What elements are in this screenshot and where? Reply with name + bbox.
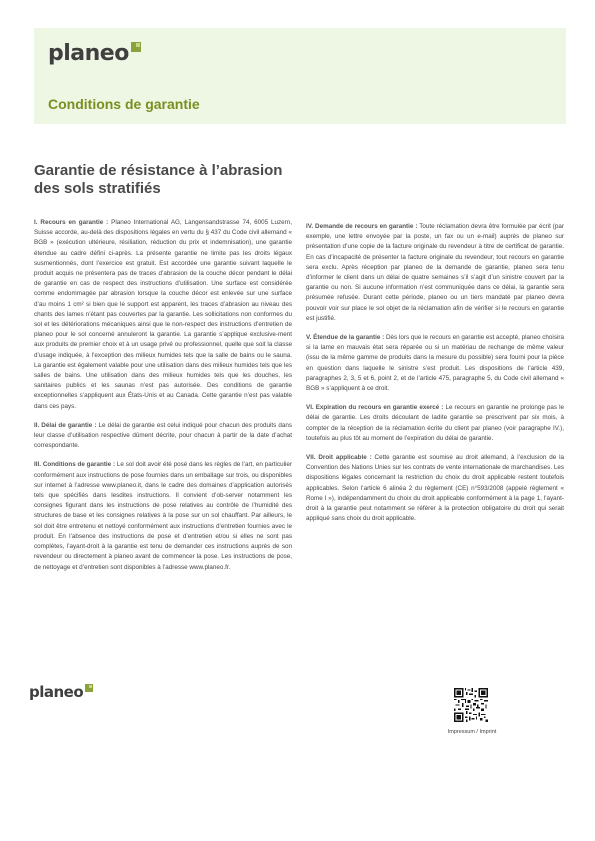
header-title: Conditions de garantie [48, 96, 200, 112]
section-label: III. Conditions de garantie : [34, 461, 116, 469]
logo-square-icon [131, 42, 141, 52]
section-text: Dès lors que le recours en garantie est accepté, planeo choisira si la lame en mauvais état sera réparée ou si un matériau de rechange de même valeur (issu de la même gamme de produits dans la mesure du possible) sera fourni pour la pièce en question dans laquelle le sinistre s’est produit. Les dispositions de l’article 439, paragraphes 2, 3, 5 et 6, point 2, et de l’article 475, paragraphe 5, du Code civil allemand « BGB » s’appliquent à ce droit. [306, 334, 564, 393]
section-droit [306, 453, 564, 524]
text-column-left [34, 218, 292, 573]
qr-code-icon[interactable] [454, 688, 488, 722]
section-label: V. Étendue de la garantie : [306, 334, 385, 342]
section-text: Le délai de garantie est celui indiqué pour chacun des produits dans leur classe d’utilisation respective dûment décrite, pour chacun à partir de la date d’achat correspondante. [34, 421, 292, 450]
document-title-line-2: des sols stratifiés [34, 180, 161, 197]
section-label: VII. Droit applicable : [306, 454, 372, 462]
section-text: Cette garantie est soumise au droit allemand, à l’exclusion de la Convention des Nations Unies sur les contrats de vente internationale de marchandises. Les dispositions légales concernant la restriction du choix du droit applicable restent toutefois applicables. Selon l’article 6 alinéa 2 du règlement (CE) n°593/2008 (appelé règlement « Rome I »), indépendamment du choix du droit applicable conformément à la page 1, l’ayant-droit à la garantie peut notamment se référer à la protection obligatoire du droit qui serait appliqué sans choix du droit applicable. [306, 454, 564, 523]
section-text: Toute réclamation devra être formulée par écrit (par exemple, une lettre envoyée par la poste, un fax ou un e-mail) auprès de planeo sur présentation d’une copie de la facture originale du revendeur à titre de certificat de garantie. En cas d’incapacité de présenter la facture originale du revendeur, tout recours en garantie sera exclu. Après réception par planeo de la demande de garantie, planeo sera tenu d’informer le client dans un délai de quatre semaines s’il s’agit d’un sinistre couvert par la garantie ou non. Si aucune information n’est communiquée dans ce délai, la garantie sera présumée refusée. Durant cette période, planeo ou un tiers mandaté par planeo devra pouvoir voir sur place le sol objet de la réclamation afin de vérifier si le recours en garantie est justifié. [306, 223, 564, 322]
section-delai [34, 421, 292, 452]
qr-caption: Impressum / Imprint [447, 729, 497, 735]
section-label: IV. Demande de recours en garantie : [306, 223, 418, 230]
section-etendue [306, 333, 564, 394]
section-text: Le sol doit avoir été posé dans les règles de l’art, en particulier conformément aux instructions de pose fournies dans un emballage sur trois, ou disponibles sur internet à l’adresse www.planeo.it, dans le cadre des domaines d’application autorisés tels que spécifiés dans lesdites instructions. Il convient d’ob-server notamment les consignes figurant dans les instructions de pose relatives au contrôle de l’humidité des structures de base et les consignes relatives à la pose sur un sol chauffant. Par ailleurs, le sol doit être entretenu et nettoyé conformément aux instructions d’entretien fournies avec le produit. En l’absence des instructions de pose et d’entretien et/ou si elles ne sont pas complètes, l’ayant-droit à la garantie est tenu de demander ces instructions auprès de son revendeur ou directement à planeo avant de commencer la pose. Les instructions de pose, de nettoyage et d’entretien sont disponibles à l’adresse www.planeo.fr. [34, 461, 292, 571]
section-conditions [34, 460, 292, 572]
section-recours [34, 218, 292, 412]
logo-wordmark: planeo [29, 683, 84, 701]
header-band [34, 28, 566, 124]
planeo-logo-footer [29, 684, 93, 700]
document-title [34, 162, 334, 198]
logo-square-icon [85, 684, 93, 692]
text-column-right [306, 222, 564, 533]
planeo-logo [48, 42, 141, 66]
section-text: Planeo International AG, Langensandstrasse 74, 6005 Luzern, Suisse accorde, au-delà des dispositions légales en vertu du § 437 du Code civil allemand « BGB » (exécution ultérieure, résiliation, réduction du prix et indemnisation), une garantie étendue au cadre défini ci-après. La présente garantie ne limite pas les droits légaux susmentionnés, dont l’exercice est gratuit. Est accordée une garantie suivant laquelle le produit acquis ne présentera pas de traces d’abrasion de la couche décor pendant le délai de garantie en cas de respect des instructions d’utilisation. Une surface est considérée comme endommagée par abrasion lorsque la couche décor est enlevée sur une surface d’au moins 1 cm² si bien que le support est apparent, les traces d’abrasion au niveau des chants des lames n’étant pas couvertes par la garantie. Les sollicitations non conformes du sol et les détériorations mécaniques ainsi que le non-respect des instructions d’entretien de planeo pour le sol concerné annuleront la garantie. La garantie s’applique exclusive-ment aux produits de premier choix et à un usage privé ou professionnel, quelle que soit la classe d’usage indiquée, à l’exception des milieux humides tels que la salle de bains ou le sauna. La garantie est également valable pour une utilisation dans des milieux humides tels que les salles de bains. Une utilisation dans des milieux humides tels que les douches, les sanitaires publics et les saunas n’est pas autorisée. Des conditions de garantie exceptionnelles s’appliquent aux États-Unis et au Canada. Cette garantie n’est pas valable dans ces pays. [34, 219, 292, 410]
section-label: VI. Expiration du recours en garantie exercé : [306, 404, 444, 412]
section-label: II. Délai de garantie : [34, 421, 97, 429]
document-title-line-1: Garantie de résistance à l’abrasion [34, 162, 283, 179]
section-text: Le recours en garantie ne prolonge pas le délai de garantie. Les droits découlant de ladite garantie se prescrivent par six mois, à compter de la réception de la réclamation écrite du client par planeo (voir paragraphe IV.), toutefois au plus tôt au moment de l’expiration du délai de garantie. [306, 404, 564, 442]
section-expiration [306, 403, 564, 444]
section-label: I. Recours en garantie : [34, 219, 109, 226]
logo-wordmark: planeo [48, 41, 129, 66]
section-demande [306, 222, 564, 324]
